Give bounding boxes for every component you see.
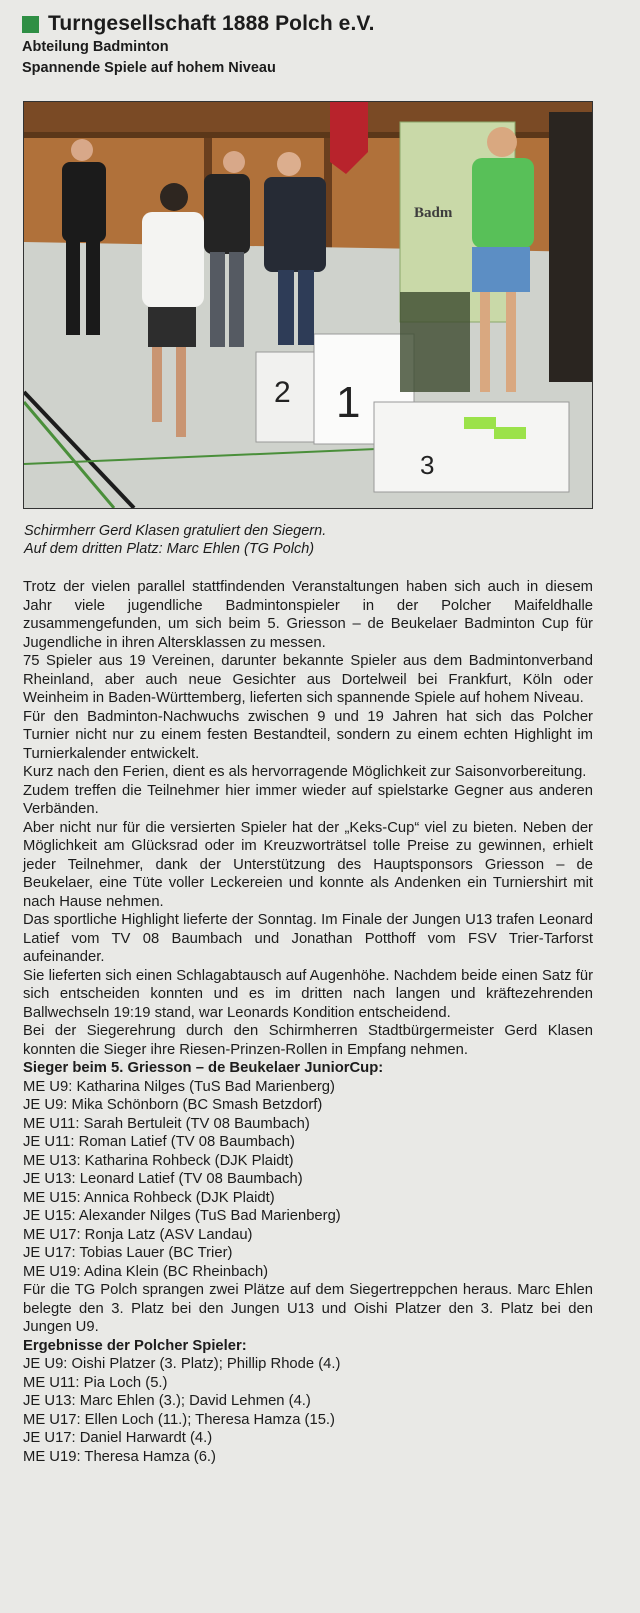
winner-item: ME U11: Sarah Bertuleit (TV 08 Baumbach) bbox=[23, 1115, 310, 1132]
podium-label-1: 1 bbox=[336, 378, 361, 427]
winner-item: JE U17: Tobias Lauer (BC Trier) bbox=[23, 1245, 233, 1261]
caption-line-1: Schirmherr Gerd Klasen gratuliert den Siegern. bbox=[24, 523, 327, 539]
paragraph: Das sportliche Highlight lieferte der Sonntag. Im Finale der Jungen U13 trafen Leonard Latief vom TV 08 Baumbach und Jonathan Potthoff vom FSV Trier-Tarforst aufeinander. bbox=[23, 912, 593, 965]
photo-caption bbox=[24, 522, 614, 558]
paragraph: Für den Badminton-Nachwuchs zwischen 9 und 19 Jahren hat sich das Polcher Turnier nicht nur zu einem festen Bestandteil, sondern zu einem echten Highlight im Turnierkalender entwickelt. bbox=[23, 708, 593, 762]
paragraph: Kurz nach den Ferien, dient es als hervorragende Möglichkeit zur Saisonvorbereitung. bbox=[23, 764, 587, 780]
winner-item: ME U15: Annica Rohbeck (DJK Plaidt) bbox=[23, 1189, 275, 1206]
winner-item: ME U13: Katharina Rohbeck (DJK Plaidt) bbox=[23, 1152, 294, 1169]
paragraph: 75 Spieler aus 19 Vereinen, darunter bekannte Spieler aus dem Badmintonverband Rheinland, aber auch neue Gesichter aus Dortelweil bei Frankfurt, Köln oder Weinheim in Baden-Württemberg, lieferten sich spannende Spiele auf hohem Niveau. bbox=[23, 653, 593, 706]
result-item: JE U13: Marc Ehlen (3.); David Lehmen (4.) bbox=[23, 1393, 311, 1409]
paragraph: Sie lieferten sich einen Schlagabtausch auf Augenhöhe. Nachdem beide einen Satz für sich entscheiden konnten und es im dritten nach langen und kräftezehrenden Ballwechseln 19:19 stand, war Leonards Kondition entscheidend. bbox=[23, 967, 593, 1021]
article-headline: Spannende Spiele auf hohem Niveau bbox=[22, 60, 276, 76]
award-ceremony-photo bbox=[23, 101, 593, 509]
winner-item: JE U9: Mika Schönborn (BC Smash Betzdorf) bbox=[23, 1097, 323, 1113]
result-item: ME U11: Pia Loch (5.) bbox=[23, 1374, 168, 1391]
caption-line-2: Auf dem dritten Platz: Marc Ehlen (TG Polch) bbox=[24, 541, 315, 557]
winners-heading: Sieger beim 5. Griesson – de Beukelaer JuniorCup: bbox=[23, 1060, 384, 1076]
paragraph: Trotz der vielen parallel stattfindenden Veranstaltungen haben sich auch in diesem Jahr viele jugendliche Badmintonspieler in der Polcher Maifeldhalle zusammengefunden, um sich beim 5. Griesson – de Beukelaer Badminton Cup für Jugendliche in ihren Altersklassen zu messen. bbox=[23, 579, 593, 651]
winner-item: ME U19: Adina Klein (BC Rheinbach) bbox=[23, 1263, 269, 1280]
result-item: ME U17: Ellen Loch (11.); Theresa Hamza (15.) bbox=[23, 1411, 335, 1428]
winner-item: JE U13: Leonard Latief (TV 08 Baumbach) bbox=[23, 1171, 303, 1187]
results-heading: Ergebnisse der Polcher Spieler: bbox=[23, 1337, 247, 1354]
winner-item: JE U15: Alexander Nilges (TuS Bad Marienberg) bbox=[23, 1208, 341, 1224]
winners-closing: Für die TG Polch sprangen zwei Plätze auf dem Siegertreppchen heraus. Marc Ehlen belegte den 3. Platz bei den Jungen U13 und Oishi Platzer den 3. Platz bei den Jungen U9. bbox=[23, 1282, 593, 1335]
paragraph: Zudem treffen die Teilnehmer hier immer wieder auf spielstarke Gegner aus anderen Verbänden. bbox=[23, 782, 593, 817]
banner-text: Badm bbox=[414, 205, 453, 221]
podium-label-3: 3 bbox=[420, 450, 435, 480]
article-body bbox=[23, 578, 593, 1466]
result-item: JE U17: Daniel Harwardt (4.) bbox=[23, 1430, 213, 1446]
paragraph: Bei der Siegerehrung durch den Schirmherren Stadtbürgermeister Gerd Klasen konnten die Sieger ihre Riesen-Prinzen-Rollen in Empfang nehmen. bbox=[23, 1023, 593, 1058]
winner-item: ME U9: Katharina Nilges (TuS Bad Marienberg) bbox=[23, 1078, 335, 1095]
paragraph: Aber nicht nur für die versierten Spieler hat der „Keks-Cup“ viel zu bieten. Neben der Möglichkeit am Glücksrad oder im Kreuzworträtsel tolle Preise zu gewinnen, erhielt jeder Teilnehmer, dank der Unterstützung des Hauptsponsors Griesson – de Beukelaer, eine Tüte voller Leckereien und konnte als Andenken ein Turniershirt mit nach Hause nehmen. bbox=[23, 819, 593, 910]
article-department: Abteilung Badminton bbox=[22, 39, 169, 55]
article-header bbox=[22, 12, 622, 78]
title-row bbox=[22, 12, 622, 36]
green-square-marker bbox=[22, 16, 39, 33]
result-item: ME U19: Theresa Hamza (6.) bbox=[23, 1448, 216, 1465]
result-item: JE U9: Oishi Platzer (3. Platz); Phillip Rhode (4.) bbox=[23, 1356, 341, 1372]
winner-item: JE U11: Roman Latief (TV 08 Baumbach) bbox=[23, 1134, 295, 1150]
winner-item: ME U17: Ronja Latz (ASV Landau) bbox=[23, 1226, 253, 1243]
podium-label-2: 2 bbox=[274, 376, 291, 409]
article-title: Turngesellschaft 1888 Polch e.V. bbox=[48, 12, 375, 35]
